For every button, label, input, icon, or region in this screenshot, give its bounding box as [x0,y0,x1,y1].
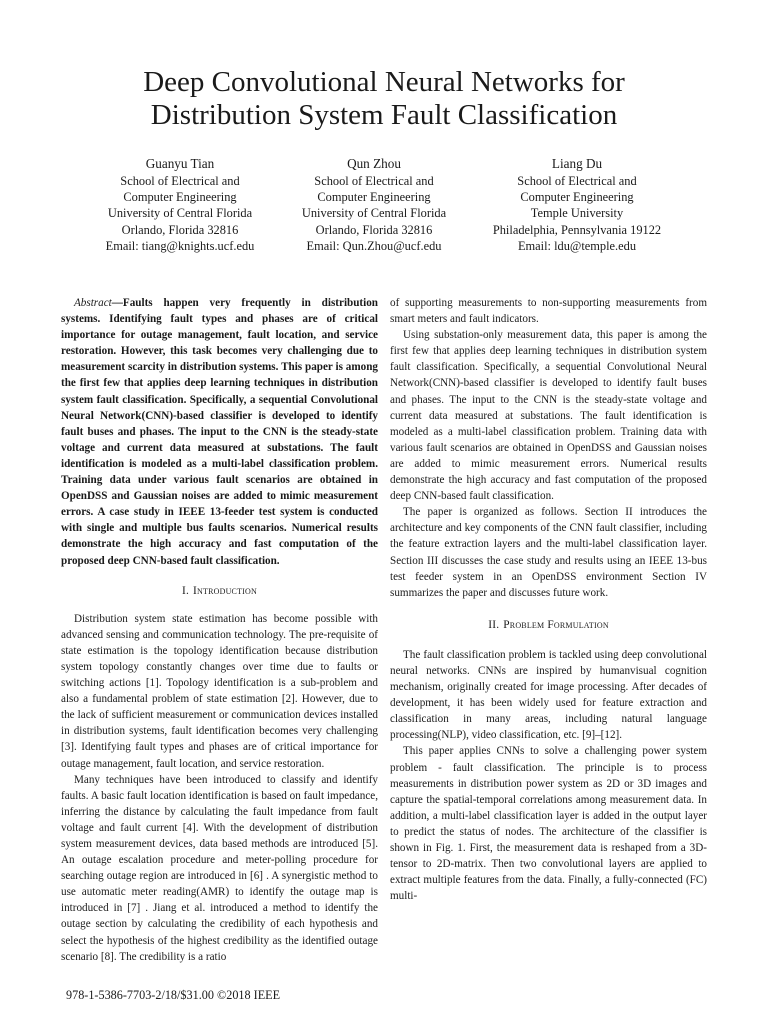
section-heading-problem-formulation [390,617,707,633]
abstract-text: —Faults happen very frequently in distribution systems. Identifying fault types and phases are of critical importance for outage management, fault location, and service restoration. However, this task becomes very challenging due to measurement scarcity in distribution systems. This paper is among the first few that applies deep learning techniques in distribution system fault classification. Specifically, a sequential Convolutional Neural Network(CNN)-based classifier is developed to identify fault buses and phases. The input to the CNN is the steady-state voltage and current data measured at substations. The fault identification is modeled as a multi-label classification problem. Training data under various fault scenarios are obtained in OpenDSS and Gaussian noises are added to mimic measurement errors. A case study in IEEE 13-feeder test system is conducted with single and multiple bus faults scenarios. Numerical results demonstrate the high accuracy and fast computation of the proposed deep CNN-based fault classification. [61,297,378,567]
author-affiliation-line: Philadelphia, Pennsylvania 19122 [492,222,662,237]
intro-paragraph-4: The paper is organized as follows. Section II introduces the architecture and key components of the CNN fault classifier, including the feature extraction layers and the multi-label classification layer. Section III discusses the case study and results using an IEEE 13-bus test feeder system in an OpenDSS environment Section IV summarizes the paper and discusses future work. [390,506,707,599]
author-email: Email: ldu@temple.edu [517,238,637,253]
formulation-paragraph-2: This paper applies CNNs to solve a challenging power system problem - fault classification. The principle is to process measurements in distribution power system as 2D or 3D images and capture the spatial-temporal correlations among measurement data. In addition, a multi-label classification layer is added in the output layer to predict the status of nodes. The architecture of the classifier is shown in Fig. 1. First, the measurement data is reshaped from a 3D-tensor to 2D-matrix. Then two convolutional layers are applied to extract multiple features from the data. Finally, a fully-connected (FC) multi- [390,745,707,903]
formulation-paragraph-1: The fault classification problem is tackled using deep convolutional neural networks. CNNs are inspired by humanvisual cognition mechanism, originally created for image processing. After decades of development, it has been widely used for feature extraction and classification in many areas, including natural language processing(NLP), video classification, etc. [9]–[12]. [390,648,707,742]
author-affiliation-line: Temple University [530,206,624,221]
author-name: Qun Zhou [347,156,401,171]
author-3 [452,155,702,254]
title-line-1: Deep Convolutional Neural Networks for [143,66,625,98]
intro-paragraph-3: Using substation-only measurement data, this paper is among the first few that applies deep learning techniques in distribution system fault classification. Specifically, a sequential Convolutional Neural Network(CNN)-based classifier is developed to identify fault buses and phases. The input to the CNN is the steady-state voltage and current data measured at substations. The fault identification is modeled as a multi-label classification problem. Training data with various fault scenarios are obtained in OpenDSS and Gaussian noises are added to mimic measurement errors. Numerical results demonstrate the high accuracy and fast computation of the proposed deep CNN-based fault classification. [390,329,707,503]
title-line-2: Distribution System Fault Classification [150,99,618,131]
section-title: Problem Formulation [503,618,609,631]
author-affiliation-line: Orlando, Florida 32816 [121,222,239,237]
intro-paragraph-1: Distribution system state estimation has become possible with advanced sensing and communication technology. The pre-requisite of state estimation is the topology identification because distribution system topology constantly changes over time due to faults or switching actions [1]. Topology identification is a sub-problem and also a fundamental problem of state estimation [2]. However, due to the lack of sufficient measurement or communication devices installed in distribution systems, fault identification becomes very challenging [3]. Identifying fault types and phases are of critical importance for outage management, fault location, and service restoration. [61,612,378,770]
author-email: Email: tiang@knights.ucf.edu [105,238,255,253]
abstract [61,295,378,569]
paper-title [0,66,768,132]
section-number: II. [488,618,500,631]
author-affiliation-line: Computer Engineering [317,190,431,205]
author-affiliation-line: Orlando, Florida 32816 [315,222,433,237]
author-affiliation-line: University of Central Florida [301,206,447,221]
section-heading-introduction [61,583,378,599]
right-column [390,295,707,904]
author-affiliation-line: University of Central Florida [107,206,253,221]
author-email: Email: Qun.Zhou@ucf.edu [306,238,442,253]
author-affiliation-line: Computer Engineering [520,190,634,205]
intro-paragraph-2: Many techniques have been introduced to classify and identify faults. A basic fault location identification is based on fault impedance, inferring the distance by calculating the fault impedance from fault voltage and fault current [4]. With the development of distribution system measurement devices, data based methods are introduced [5]. An outage escalation procedure and meter-polling procedure for searching outage region are introduced in [6] . A synergistic method to use automatic meter reading(AMR) to identify the outage map is introduced in [7] . Jiang et al. introduced a method to identify the outage section by calculating the credibility of each hypothesis and select the hypothesis of the highest credibility as the identified outage scenario [8]. The credibility is a ratio [61,773,378,963]
intro-continuation: of supporting measurements to non-supporting measurements from smart meters and fault indicators. [390,297,707,326]
copyright-footer: 978-1-5386-7703-2/18/$31.00 ©2018 IEEE [66,988,281,1002]
abstract-lead: Abstract [74,297,112,309]
author-affiliation-line: School of Electrical and [120,174,240,188]
left-column [61,295,378,965]
author-name: Liang Du [551,156,603,171]
author-affiliation-line: School of Electrical and [314,174,434,188]
section-title: Introduction [193,584,257,597]
author-affiliation-line: School of Electrical and [517,174,637,188]
author-affiliation-line: Computer Engineering [123,190,237,205]
author-name: Guanyu Tian [145,156,215,171]
section-number: I. [181,584,190,597]
